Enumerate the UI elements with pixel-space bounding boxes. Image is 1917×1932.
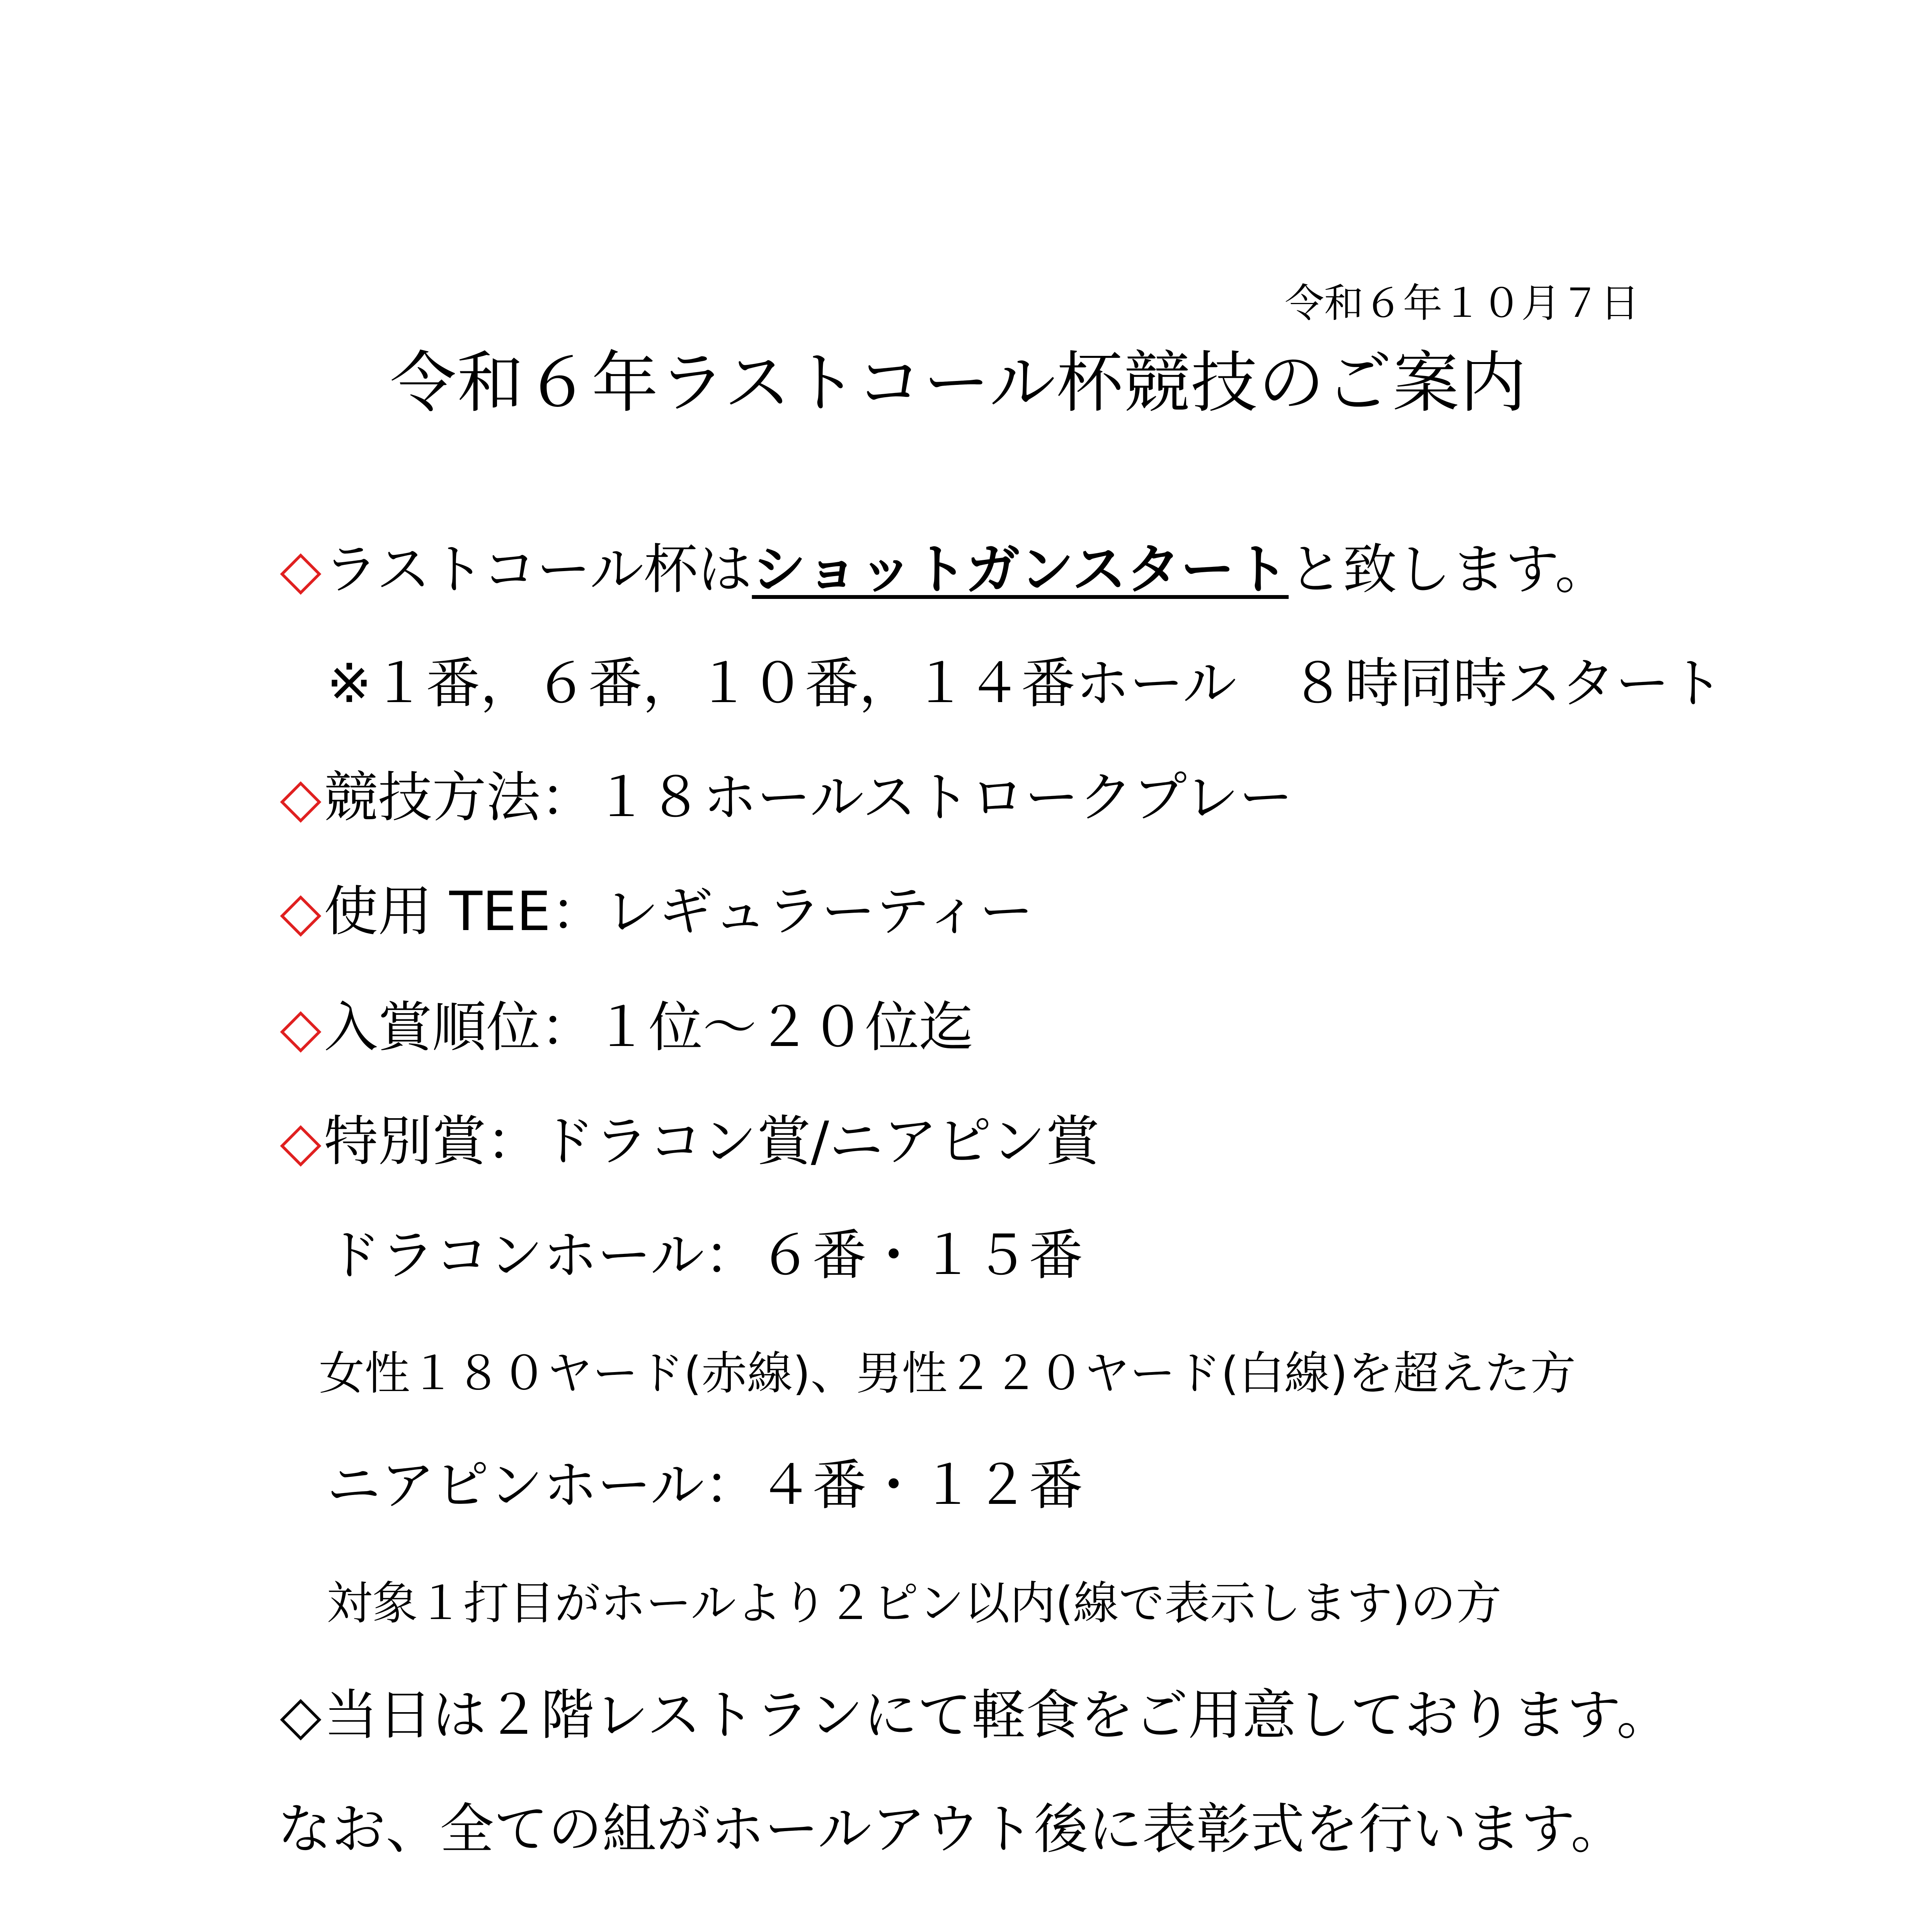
dracon-condition: 女性１８０ヤード(赤線)、男性２２０ヤード(白線)を超えた方: [319, 1347, 1576, 1400]
document-date: 令和６年１０月７日: [1285, 281, 1639, 327]
ranking-text: 入賞順位：１位～２０位迄: [324, 996, 974, 1059]
item-start: [278, 538, 1609, 601]
start-prefix: ラストコール杯は: [324, 538, 752, 601]
diamond-red-icon: ◇: [280, 996, 322, 1059]
start-suffix: と致します。: [1289, 538, 1609, 601]
meal-text: 当日は２階レストランにて軽食をご用意しております。: [324, 1684, 1671, 1747]
dracon-holes: ドラコンホール：６番・１５番: [327, 1224, 1083, 1287]
diamond-black-icon: ◇: [280, 1684, 322, 1747]
ceremony-text: なお、全ての組がホールアウト後に表彰式を行います。: [278, 1798, 1625, 1861]
method-text: 競技方法：１８ホールストロークプレー: [324, 766, 1293, 829]
diamond-red-icon: ◇: [280, 766, 322, 829]
item-meal: [278, 1684, 1671, 1747]
item-special: [278, 1110, 1100, 1173]
item-method: [278, 766, 1293, 829]
diamond-red-icon: ◇: [280, 1110, 322, 1173]
nearpin-condition: 対象１打目がホールより２ピン以内(線で表示します)の方: [327, 1577, 1502, 1630]
diamond-red-icon: ◇: [280, 538, 322, 601]
start-emphasis: ショットガンスタート: [752, 538, 1289, 601]
diamond-red-icon: ◇: [280, 880, 322, 943]
start-note: ※１番，６番，１０番，１４番ホール ８時同時スタート: [327, 652, 1724, 715]
document-title: 令和６年ラストコール杯競技のご案内: [390, 344, 1527, 422]
special-label: 特別賞：ドラコン賞/ニアピン賞: [324, 1110, 1100, 1173]
tee-text: 使用 TEE：レギュラーティー: [324, 880, 1033, 943]
item-ranking: [278, 996, 974, 1059]
item-tee: [278, 880, 1033, 943]
nearpin-holes: ニアピンホール：４番・１２番: [327, 1454, 1083, 1517]
